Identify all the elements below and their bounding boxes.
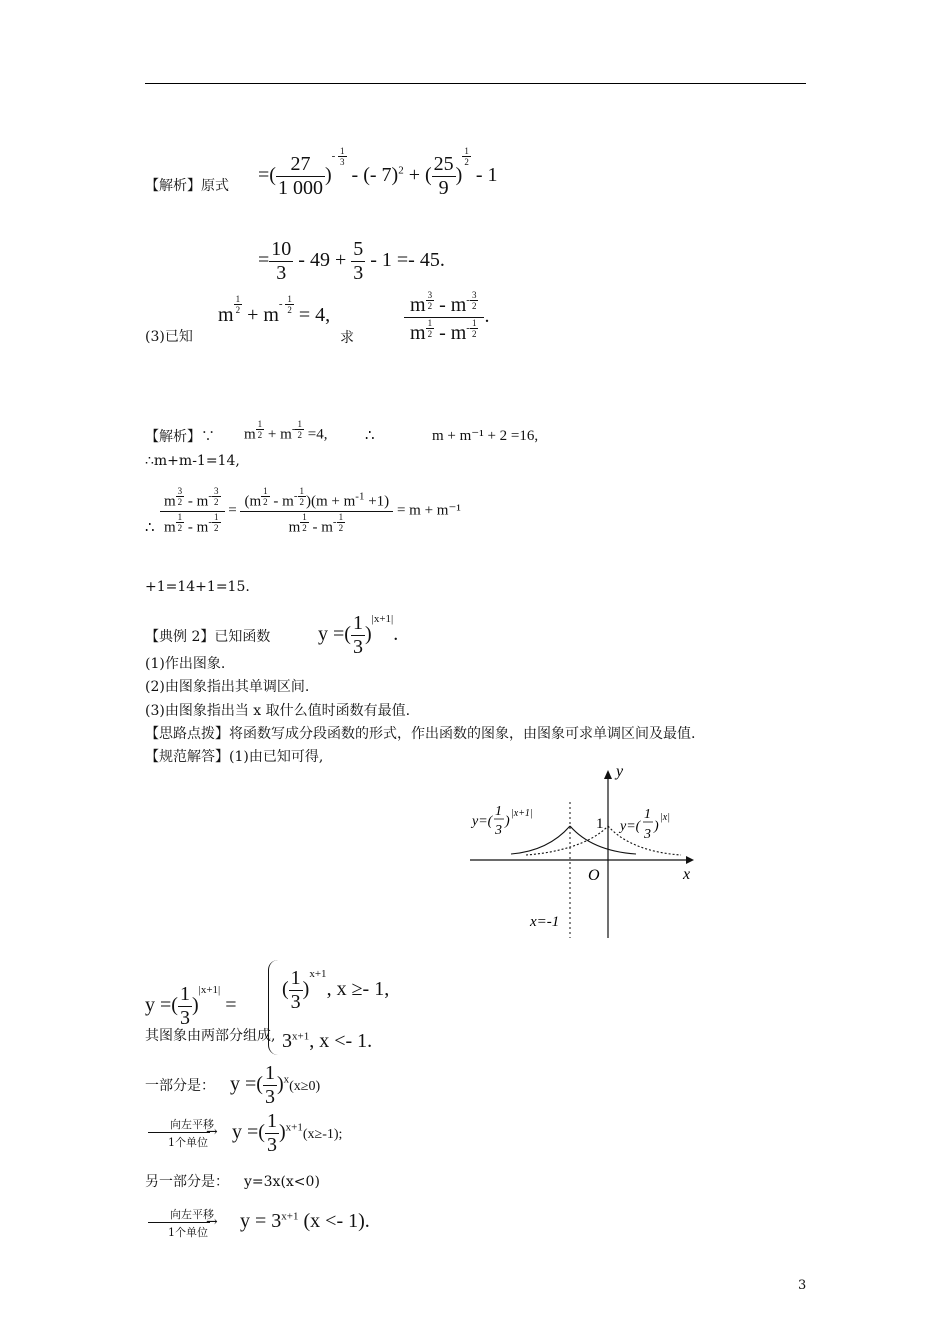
part2-label: 另一部分是： (145, 1174, 229, 1190)
problem3-ask: 求 (340, 330, 354, 346)
solution1-equation-2: = $\frac{10}{3}$ - 49 + $\frac{5}{3}$ - 1 =- 45. (258, 238, 445, 284)
translate-arrow-2: 向左平移 → 1个单位 (148, 1208, 218, 1238)
piecewise-case-2: $3^{x+1}$, x <- 1. (282, 1030, 373, 1052)
svg-text:|x|: |x| (660, 812, 670, 823)
frac-num: 27 (276, 153, 325, 177)
left-curve-branch-a (511, 826, 570, 854)
solution3-label: 【解析】∵ (145, 429, 215, 445)
y-axis-label: y (616, 763, 624, 780)
solution-intro: 【规范解答】(1)由已知可得, (145, 749, 324, 765)
page-number: 3 (798, 1278, 807, 1293)
solution1-label: 【解析】原式 (145, 178, 229, 194)
one-label: 1 (596, 816, 604, 832)
svg-text:3: 3 (495, 823, 502, 838)
question-3: (3)由图象指出当 x 取什么值时函数有最值. (145, 703, 411, 719)
solution3-line1: m $^{\frac{1}{2}}$ + $m^{- \frac{1}{2}}$ =4, (244, 419, 328, 443)
translate-arrow-1: 向左平移 → 1个单位 (148, 1118, 218, 1148)
problem3-condition: m $^{\frac{1}{2}}$ + $m^{- \frac{1}{2}}$ = 4, (218, 294, 331, 327)
frac-den: 1 000 (277, 177, 323, 199)
svg-text:|x+1|: |x+1| (511, 808, 533, 819)
piecewise-lhs: y =( $\frac{1}{3}$ )$^{|x+1|}$ = (145, 983, 237, 1029)
svg-text:3: 3 (644, 827, 651, 842)
question-1: (1)作出图象. (145, 656, 226, 672)
composition-intro: 其图象由两部分组成, (145, 1028, 276, 1044)
therefore-symbol: ∴ (365, 428, 375, 444)
right-curve-label (618, 807, 670, 842)
svg-text:1: 1 (495, 804, 502, 819)
problem3-label: (3)已知 (145, 329, 193, 345)
solution3-line4: +1=14+1=15. (145, 579, 250, 595)
part1-label: 一部分是： (145, 1078, 215, 1094)
solution3-line3: m $^{\frac{3}{2}}$ - $m^{- \frac{3}{2}}$ m $^{\frac{1}{2}}$ - $m^{- \frac{1}{2}}$ = (m $^{\frac{1}{2}}$ - $m^{- \frac{1}{2}}$ )$(m + m^{-1} +1)$ m $^{\frac{1}{2}}$ - $m^{- \frac{1}{2}}$ = m + m⁻¹ (160, 486, 461, 536)
x-axis-label: x (683, 866, 691, 883)
example2-label: 【典例 2】已知函数 (145, 629, 271, 645)
solution1-equation-1: =( $\frac{27}{1 000}$ )$^{- \frac{1}{3}}$ - (- 7)$^2$ + ( $\frac{25}{9}$ ) $^{\frac{1}{2}}$ - 1 (258, 146, 498, 199)
solution3-line2: ∴m+m-1=14, (145, 453, 240, 469)
svg-text:1: 1 (644, 807, 651, 822)
frac-den: 9 (438, 177, 449, 199)
part2-function: y=3x(x<0) (244, 1174, 320, 1190)
frac-num: 25 (433, 153, 454, 175)
header-rule (145, 83, 806, 84)
left-curve-label (470, 804, 533, 838)
example2-function: y =( $\frac{1}{3}$ )$^{|x+1|}$. (318, 612, 399, 658)
svg-text:y=(: y=( (472, 814, 493, 829)
svg-text:): ) (654, 819, 659, 834)
hint: 【思路点拨】将函数写成分段函数的形式，作出函数的图象，由图象可求单调区间及最值. (145, 726, 696, 742)
origin-label: O (588, 867, 600, 884)
part1-function: y =( $\frac{1}{3}$ )$^x$(x≥0) (230, 1062, 321, 1108)
function-graph (466, 762, 702, 942)
svg-text:y=(: y=( (620, 819, 641, 834)
part1-result: y =( $\frac{1}{3}$ )$^{x+1}$(x≥-1); (232, 1110, 343, 1156)
piecewise-case-1: ( $\frac{1}{3}$ )$^{x+1}$, x ≥- 1, (282, 967, 390, 1013)
problem3-target: m $^{\frac{3}{2}}$ - $m^{- \frac{3}{2}}$ m $^{\frac{1}{2}}$ - $m^{- \frac{1}{2}}$ . (404, 290, 489, 345)
question-2: (2)由图象指出其单调区间. (145, 679, 310, 695)
svg-text:): ) (505, 814, 510, 829)
solution3-line1b: m + m⁻¹ + 2 =16, (432, 428, 539, 444)
therefore-symbol-2: ∴ (145, 520, 155, 536)
part2-result: $y = 3^{x+1}$ (x <- 1). (240, 1210, 370, 1232)
x-axis-arrow-icon (686, 856, 694, 864)
y-axis-arrow-icon (604, 770, 612, 779)
vertical-line-label: x=-1 (530, 914, 560, 930)
